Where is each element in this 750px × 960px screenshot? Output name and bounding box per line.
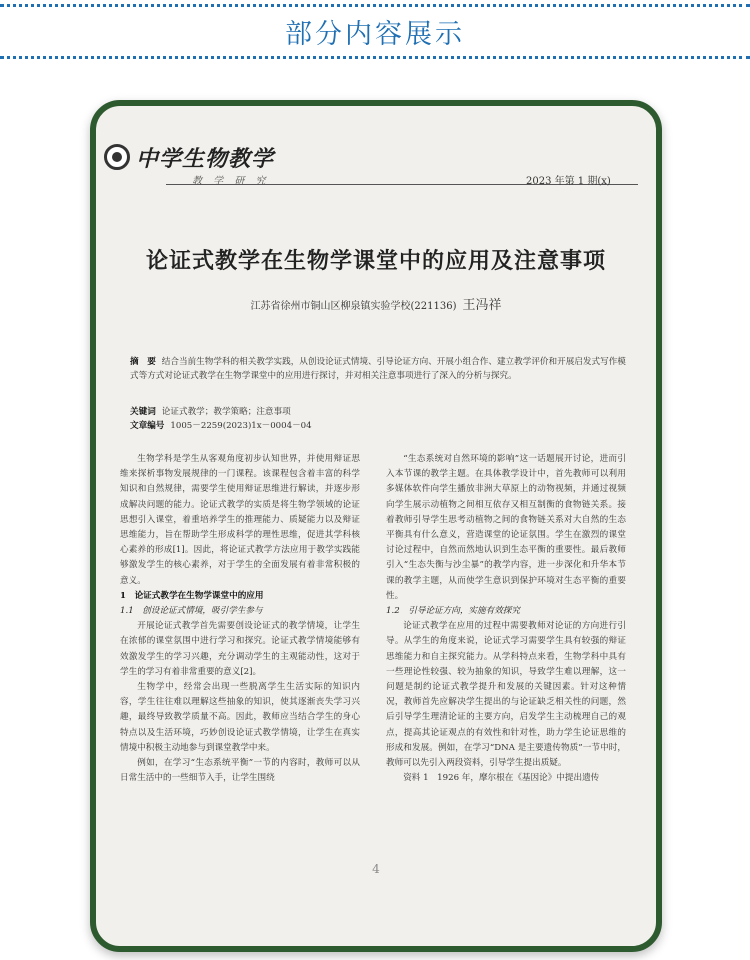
body-paragraph: 生物学科是学生从客观角度初步认知世界，并使用辩证思维来探析事物发展规律的一门课程。该课程包含着丰富的科学知识和自然规律，需要学生使用辩证思维进行解读，并逐步形成解决问题的能力。论证式教学的实质是将生物学领域的论证思想引入课堂，着重培养学生的推理能力、质疑能力以及辩证思维能力，旨在帮助学生形成科学的理性思维，促进其学科核心素养的形成[1]。因此，将论证式教学方法应用于教学实践能够激发学生的核心素养，对于学生的全面发展有着非常积极的意义。 <box>120 454 360 586</box>
document-preview-frame <box>90 100 662 952</box>
article-number-label: 文章编号 <box>130 421 165 431</box>
abstract-label: 摘 要 <box>130 357 156 367</box>
body-paragraph: 生物学中，经常会出现一些脱离学生生活实际的知识内容，学生往往难以理解这些抽象的知识，使其逐渐丧失学习兴趣，最终导致教学质量不高。因此，教师应当结合学生的身心特点以及生活环境，巧妙创设论证式教学情境，让学生在真实情境中积极主动地参与到课堂教学中来。 <box>120 682 360 753</box>
article-title: 论证式教学在生物学课堂中的应用及注意事项 <box>145 248 606 274</box>
subsection-heading: 1.2 引导论证方向，实施有效探究 <box>386 606 520 617</box>
body-paragraph: “生态系统对自然环境的影响”这一话题展开讨论，进而引入本节课的教学主题。在具体教学设计中，首先教师可以利用多媒体软件向学生播放非洲大草原上的动物视频，并通过视频向学生展示动植物之间相互依存又相互制衡的食物链关系。接着教师引导学生思考动植物之间的食物链关系对大自然的生态平衡具有什么意义，营造课堂的论证氛围。学生在激烈的课堂讨论过程中，自然而然地认识到生态平衡的重要性。最后教师引入“生态失衡与沙尘暴”的教学内容，进一步深化和升华本节课的教学主题，从而使学生意识到保护环境对生态平衡的重要性。 <box>386 454 626 601</box>
abstract <box>130 355 630 383</box>
page-number: 4 <box>372 862 380 876</box>
section-heading: 1 论证式教学在生物学课堂中的应用 <box>120 590 264 601</box>
body-column-right <box>386 452 626 786</box>
body-paragraph: 开展论证式教学首先需要创设论证式的教学情境，让学生在浓郁的课堂氛围中进行学习和探究。论证式教学情境能够有效激发学生的学习兴趣，充分调动学生的主观能动性，这对于学生的学习有着非常重要的意义[2]。 <box>120 621 360 677</box>
body-column-left <box>120 452 360 786</box>
section-label: 教 学 研 究 <box>192 176 270 187</box>
journal-logo-icon <box>104 144 130 170</box>
article-number <box>130 419 630 433</box>
issue-info: 2023 年第 1 期(x) <box>526 176 611 187</box>
keywords-text: 论证式教学；教学策略；注意事项 <box>161 407 291 417</box>
bottom-dotted-divider <box>0 56 750 59</box>
author-affiliation: 江苏省徐州市铜山区柳泉镇实验学校(221136) <box>250 301 457 312</box>
banner-title: 部分内容展示 <box>285 19 465 50</box>
keywords-label: 关键词 <box>130 407 156 417</box>
body-paragraph: 资料 1 1926 年，摩尔根在《基因论》中提出遗传 <box>403 773 600 784</box>
body-paragraph: 例如，在学习“生态系统平衡”一节的内容时，教师可以从日常生活中的一些细节入手，让学生围绕 <box>120 758 360 784</box>
subsection-heading: 1.1 创设论证式情境，吸引学生参与 <box>120 606 263 617</box>
abstract-text: 结合当前生物学科的相关教学实践，从创设论证式情境、引导论证方向、开展小组合作、建立教学评价和开展启发式写作模式等方式对论证式教学在生物学课堂中的应用进行探讨，并对相关注意事项进行了深入的分析与探究。 <box>130 357 626 381</box>
body-paragraph: 论证式教学在应用的过程中需要教师对论证的方向进行引导。从学生的角度来说，论证式学习需要学生具有较强的辩证思维能力和自主探究能力。从学科特点来看，生物学科中具有一些理论性较强、较为抽象的知识，导致学生难以理解，这一问题是制约论证式教学提升和发展的关键因素。针对这种情况，教师首先应解决学生提出的与论证缺乏相关性的问题，然后引导学生理清论证的主要方向，启发学生主动梳理自己的观点，提高其论证观点的有效性和针对性，助力学生论证思维的形成和发展。例如，在学习“DNA 是主要遗传物质”一节中时，教师可以先引入两段资料，引导学生提出质疑。 <box>386 621 626 769</box>
keywords <box>130 405 630 419</box>
journal-name: 中学生物教学 <box>136 146 275 172</box>
author-line <box>96 294 656 313</box>
article-number-text: 1005－2259(2023)1x－0004－04 <box>170 421 312 431</box>
author-name: 王冯祥 <box>462 298 502 313</box>
paper-page <box>96 106 656 946</box>
top-dotted-divider <box>0 4 750 7</box>
